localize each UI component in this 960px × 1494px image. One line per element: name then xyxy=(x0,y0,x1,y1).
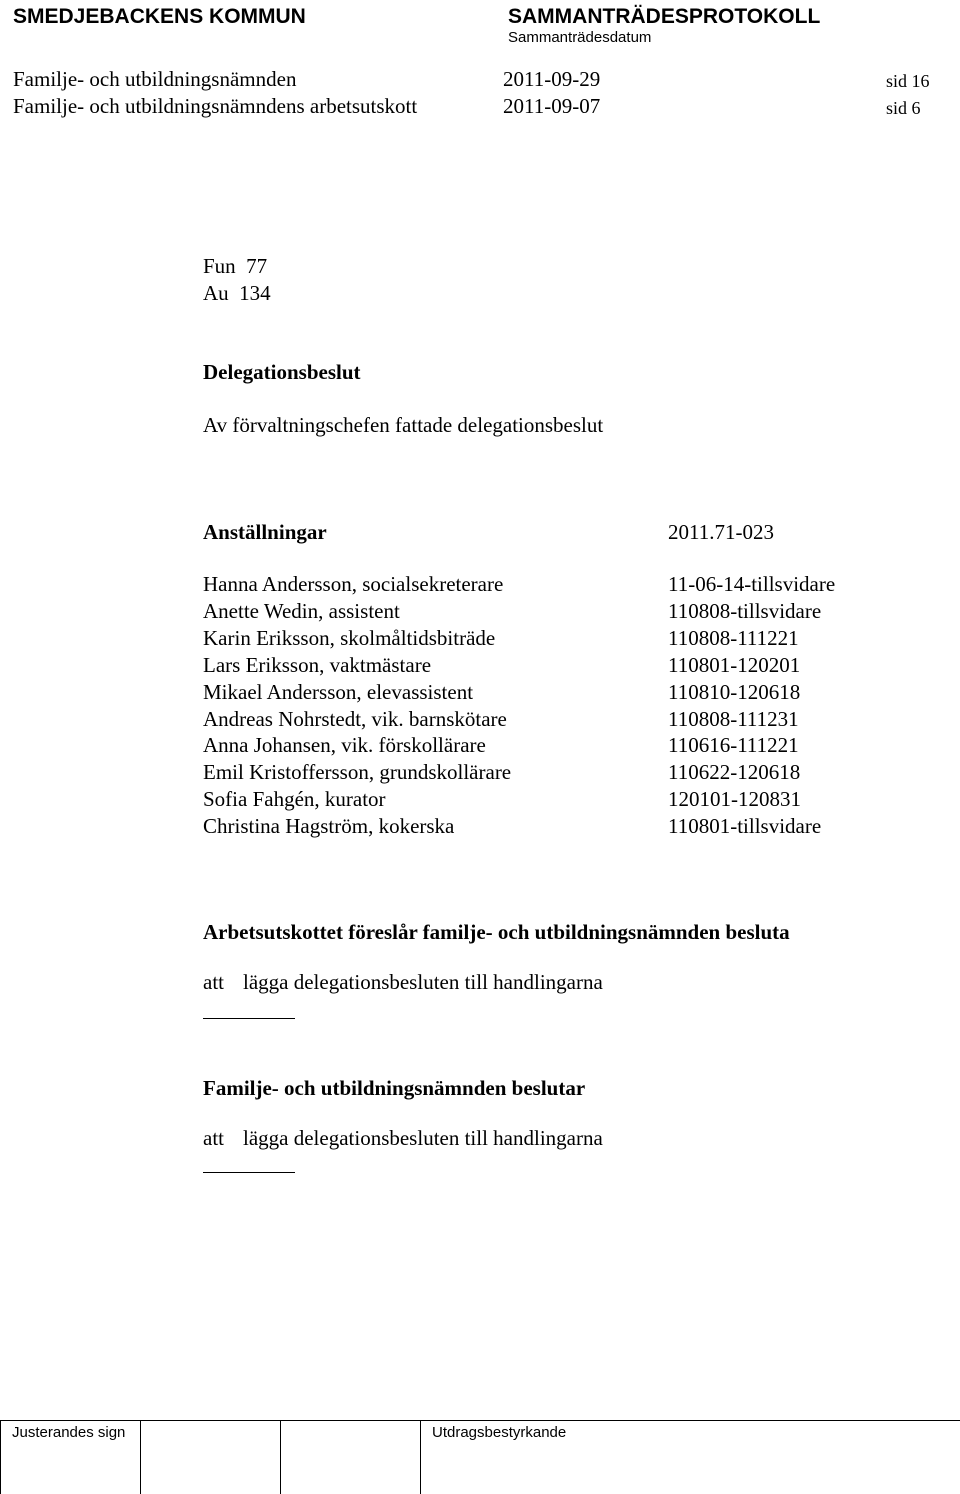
divider xyxy=(203,1172,295,1173)
appointment-name: Anette Wedin, assistent xyxy=(203,599,400,623)
decision-att: att xyxy=(203,1126,224,1150)
appointment-name: Karin Eriksson, skolmåltidsbiträde xyxy=(203,626,496,650)
appointment-name: Hanna Andersson, socialsekreterare xyxy=(203,572,504,596)
list-item xyxy=(203,707,903,734)
meeting-body-1: Familje- och utbildningsnämnden xyxy=(13,67,297,91)
sign-label: Justerandes sign xyxy=(12,1424,126,1441)
list-item xyxy=(203,626,903,653)
appointment-name: Andreas Nohrstedt, vik. barnskötare xyxy=(203,707,507,731)
meeting-date-2: 2011-09-07 xyxy=(503,94,601,118)
appointment-period: 110808-tillsvidare xyxy=(668,599,822,623)
appointment-period: 110808-111221 xyxy=(668,626,799,650)
list-item xyxy=(203,653,903,680)
footer-cell-border xyxy=(140,1420,141,1494)
list-item xyxy=(203,599,903,626)
signature-footer xyxy=(0,1420,960,1494)
appointment-period: 110808-111231 xyxy=(668,707,799,731)
meeting-date-label: Sammanträdesdatum xyxy=(508,29,652,46)
footer-cell-border xyxy=(280,1420,281,1494)
list-item xyxy=(203,733,903,760)
appointment-period: 110622-120618 xyxy=(668,760,801,784)
list-item xyxy=(203,572,903,599)
paragraph-au: Au 134 xyxy=(203,281,271,305)
municipality-name: SMEDJEBACKENS KOMMUN xyxy=(13,5,306,28)
list-item xyxy=(203,814,903,841)
page-number-1: sid 16 xyxy=(886,71,930,91)
appointment-name: Lars Eriksson, vaktmästare xyxy=(203,653,432,677)
appointment-name: Anna Johansen, vik. förskollärare xyxy=(203,733,486,757)
section-heading: Anställningar xyxy=(203,520,327,544)
document-type: SAMMANTRÄDESPROTOKOLL xyxy=(508,5,821,28)
appointment-period: 110810-120618 xyxy=(668,680,801,704)
appointment-period: 110801-tillsvidare xyxy=(668,814,822,838)
proposal-heading: Arbetsutskottet föreslår familje- och utbildningsnämnden besluta xyxy=(203,920,790,944)
paragraph-fun: Fun 77 xyxy=(203,254,268,278)
extract-label: Utdragsbestyrkande xyxy=(432,1424,567,1441)
footer-cell-border xyxy=(0,1420,1,1494)
footer-top-rule xyxy=(0,1420,960,1421)
decision-heading: Familje- och utbildningsnämnden beslutar xyxy=(203,1076,586,1100)
page-subtitle: Av förvaltningschefen fattade delegationsbeslut xyxy=(203,413,604,437)
divider xyxy=(203,1018,295,1019)
appointment-name: Mikael Andersson, elevassistent xyxy=(203,680,474,704)
list-item xyxy=(203,680,903,707)
meeting-body-2: Familje- och utbildningsnämndens arbetsutskott xyxy=(13,94,418,118)
appointment-name: Christina Hagström, kokerska xyxy=(203,814,455,838)
appointment-period: 120101-120831 xyxy=(668,787,801,811)
list-item xyxy=(203,760,903,787)
appointment-period: 110616-111221 xyxy=(668,733,799,757)
page-number-2: sid 6 xyxy=(886,98,921,118)
appointment-name: Emil Kristoffersson, grundskollärare xyxy=(203,760,512,784)
list-item xyxy=(203,787,903,814)
meeting-date-1: 2011-09-29 xyxy=(503,67,601,91)
footer-cell-border xyxy=(420,1420,421,1494)
proposal-att: att xyxy=(203,970,224,994)
decision-text: lägga delegationsbesluten till handlingarna xyxy=(243,1126,603,1150)
appointment-period: 11-06-14-tillsvidare xyxy=(668,572,836,596)
appointment-period: 110801-120201 xyxy=(668,653,801,677)
page-title: Delegationsbeslut xyxy=(203,360,361,384)
proposal-text: lägga delegationsbesluten till handlingarna xyxy=(243,970,603,994)
appointment-name: Sofia Fahgén, kurator xyxy=(203,787,386,811)
case-reference: 2011.71-023 xyxy=(668,520,774,544)
